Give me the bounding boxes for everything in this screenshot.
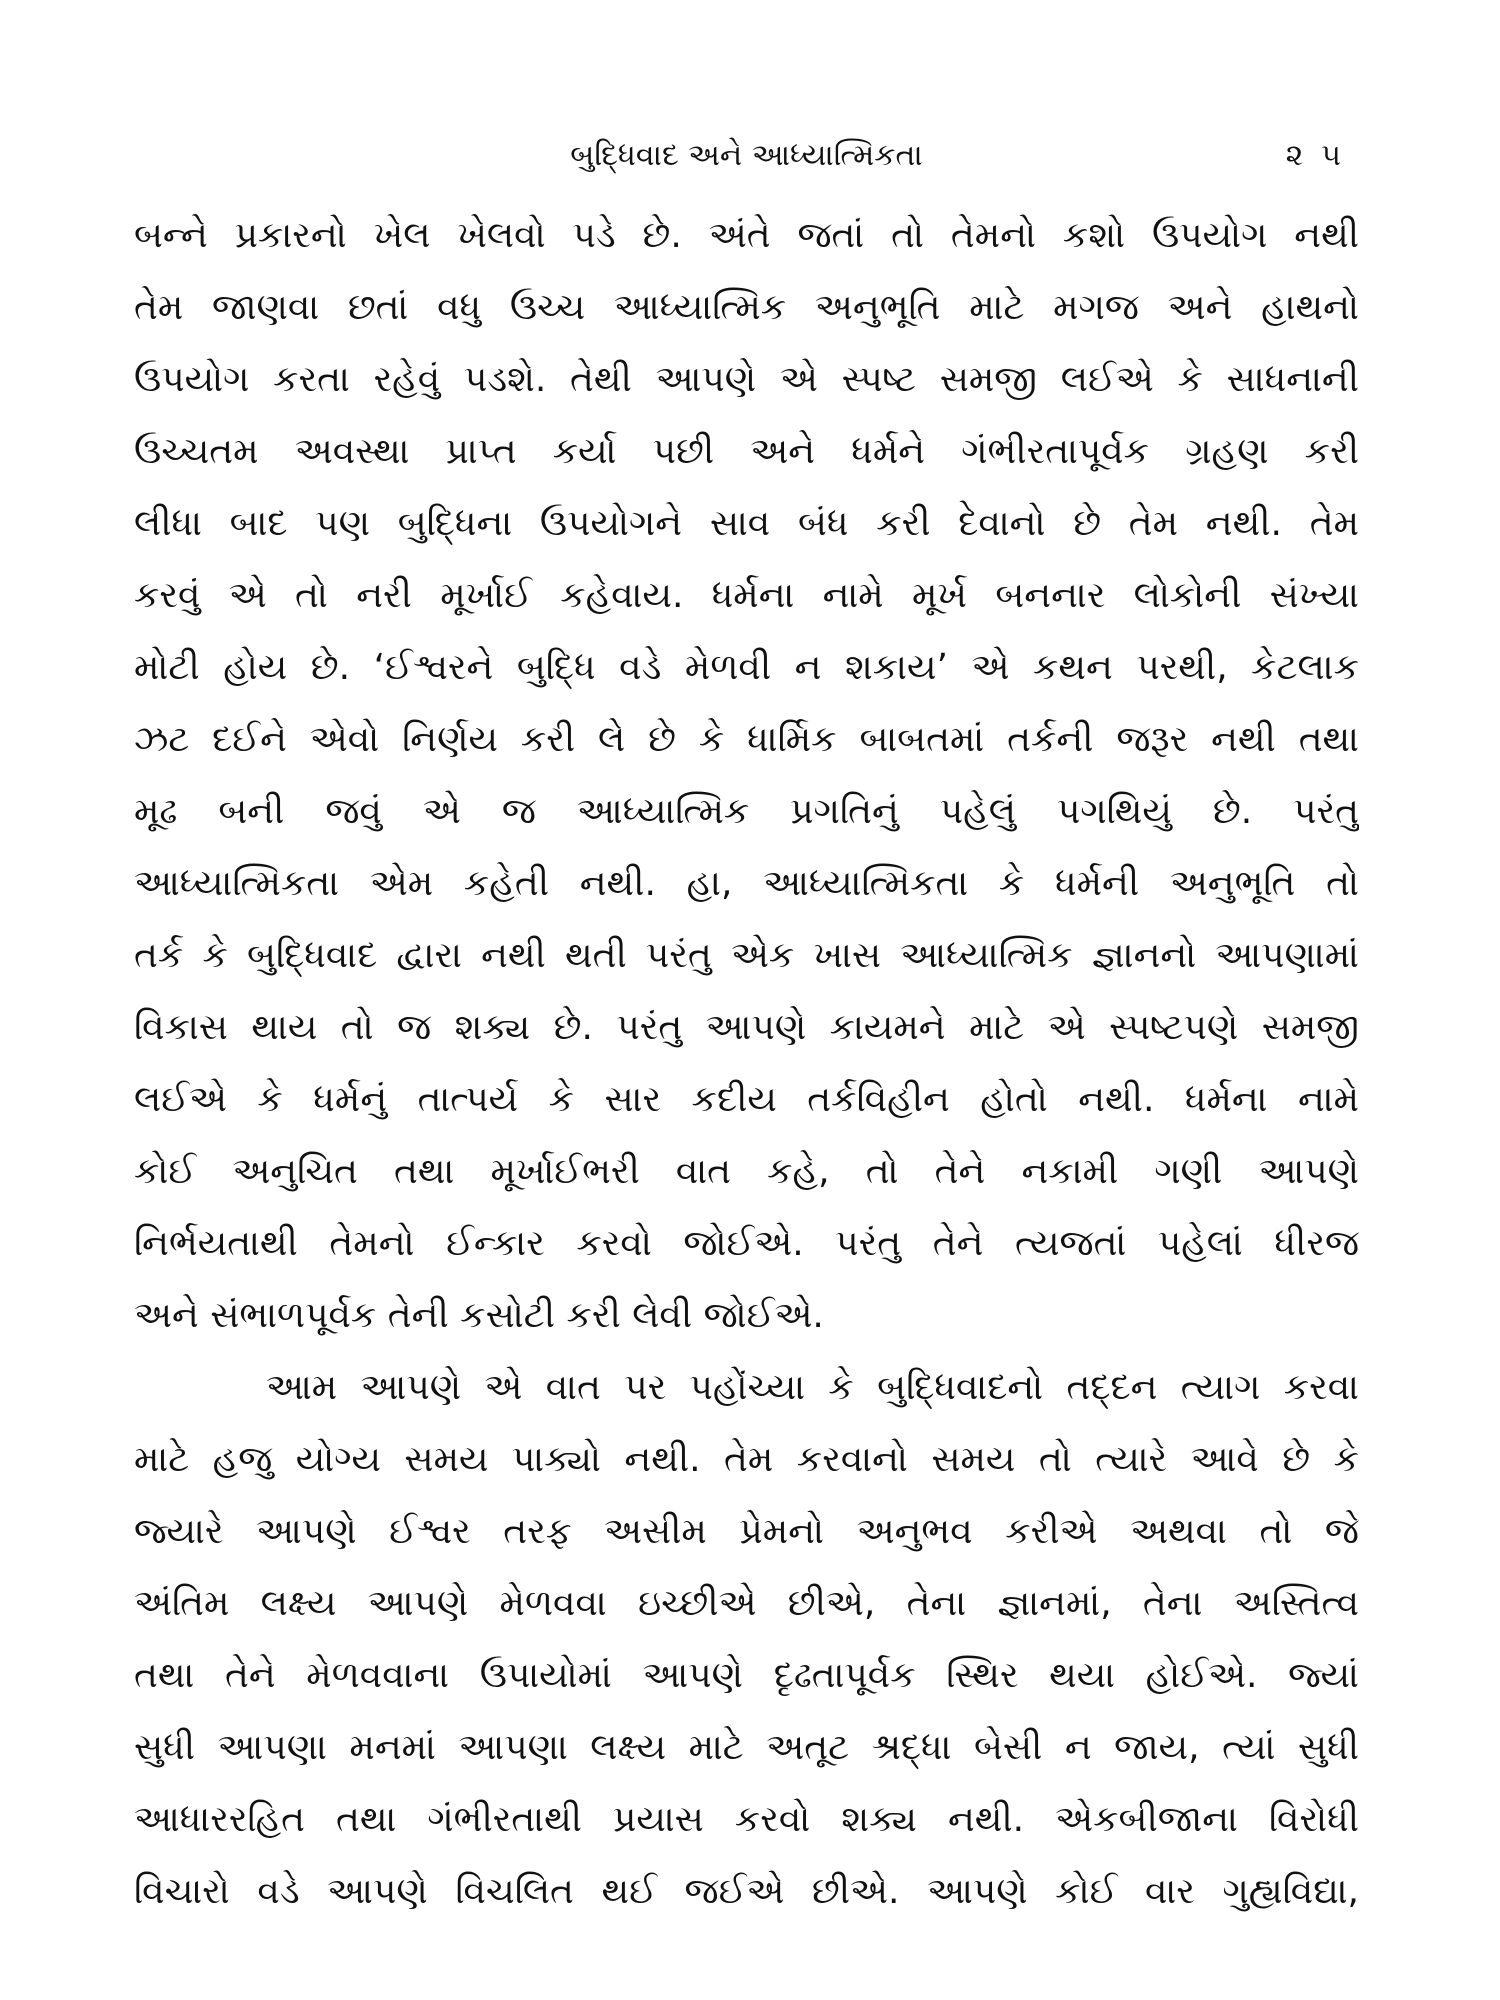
text-line: અંતિમ લક્ષ્ય આપણે મેળવવા ઇચ્છીએ છીએ, તેના જ્ઞાનમાં, તેના અસ્તિત્વ (134, 1583, 1359, 1624)
text-line: બન્ને પ્રકારનો ખેલ ખેલવો પડે છે. અંતે જતાં તો તેમનો કશો ઉપયોગ નથી (134, 215, 1359, 256)
text-line: તેમ જાણવા છતાં વધુ ઉચ્ચ આધ્યાત્મિક અનુભૂતિ માટે મગજ અને હાથનો (134, 287, 1359, 328)
text-line: આધારરહિત તથા ગંભીરતાથી પ્રયાસ કરવો શક્ય નથી. એકબીજાના વિરોધી (134, 1799, 1359, 1840)
text-line: અને સંભાળપૂર્વક તેની કસોટી કરી લેવી જોઈએ. (134, 1295, 824, 1336)
text-line: સુધી આપણા મનમાં આપણા લક્ષ્ય માટે અતૂટ શ્રદ્ધા બેસી ન જાય, ત્યાં સુધી (134, 1727, 1359, 1768)
text-line: ઝટ દઈને એવો નિર્ણય કરી લે છે કે ધાર્મિક બાબતમાં તર્કની જરૂર નથી તથા (134, 719, 1359, 760)
body-text (134, 206, 1359, 1934)
text-line: કોઈ અનુચિત તથા મૂર્ખાઈભરી વાત કહે, તો તેને નકામી ગણી આપણે (134, 1151, 1359, 1192)
text-line: લીધા બાદ પણ બુદ્ધિના ઉપયોગને સાવ બંધ કરી દેવાનો છે તેમ નથી. તેમ (134, 503, 1359, 544)
text-line: ઉચ્ચતમ અવસ્થા પ્રાપ્ત કર્યા પછી અને ધર્મને ગંભીરતાપૂર્વક ગ્રહણ કરી (134, 431, 1359, 472)
page-header (134, 138, 1359, 182)
text-line: મોટી હોય છે. ‘ઈશ્વરને બુદ્ધિ વડે મેળવી ન શકાય’ એ કથન પરથી, કેટલાક (134, 647, 1359, 688)
text-line: જ્યારે આપણે ઈશ્વર તરફ અસીમ પ્રેમનો અનુભવ કરીએ અથવા તો જે (134, 1511, 1359, 1552)
text-line: માટે હજુ યોગ્ય સમય પાક્યો નથી. તેમ કરવાનો સમય તો ત્યારે આવે છે કે (134, 1439, 1359, 1480)
text-line: નિર્ભયતાથી તેમનો ઈન્કાર કરવો જોઈએ. પરંતુ તેને ત્યજતાં પહેલાં ધીરજ (134, 1223, 1359, 1264)
text-line: આમ આપણે એ વાત પર પહોંચ્યા કે બુદ્ધિવાદનો તદ્દન ત્યાગ કરવા (266, 1367, 1359, 1408)
text-line: વિચારો વડે આપણે વિચલિત થઈ જઈએ છીએ. આપણે કોઈ વાર ગુહ્યવિદ્યા, (134, 1871, 1359, 1912)
text-line: કરવું એ તો નરી મૂર્ખાઈ કહેવાય. ધર્મના નામે મૂર્ખ બનનાર લોકોની સંખ્યા (134, 575, 1359, 616)
running-title: બુદ્ધિવાદ અને આધ્યાત્મિકતા (570, 138, 923, 173)
text-line: તર્ક કે બુદ્ધિવાદ દ્વારા નથી થતી પરંતુ એક ખાસ આધ્યાત્મિક જ્ઞાનનો આપણામાં (134, 935, 1359, 976)
page-number: ૨૫ (1285, 138, 1359, 173)
text-line: ઉપયોગ કરતા રહેવું પડશે. તેથી આપણે એ સ્પષ્ટ સમજી લઈએ કે સાધનાની (134, 359, 1359, 400)
text-line: મૂઢ બની જવું એ જ આધ્યાત્મિક પ્રગતિનું પહેલું પગથિયું છે. પરંતુ (134, 791, 1359, 832)
text-line: આધ્યાત્મિકતા એમ કહેતી નથી. હા, આધ્યાત્મિકતા કે ધર્મની અનુભૂતિ તો (134, 863, 1359, 904)
text-line: તથા તેને મેળવવાના ઉપાયોમાં આપણે દૃઢતાપૂર્વક સ્થિર થયા હોઈએ. જ્યાં (134, 1655, 1359, 1696)
paragraph-1 (134, 206, 1359, 1358)
text-line: લઈએ કે ધર્મનું તાત્પર્ય કે સાર કદીય તર્કવિહીન હોતો નથી. ધર્મના નામે (134, 1079, 1359, 1120)
paragraph-2 (134, 1358, 1359, 1934)
text-line: વિકાસ થાય તો જ શક્ય છે. પરંતુ આપણે કાયમને માટે એ સ્પષ્ટપણે સમજી (134, 1007, 1359, 1048)
